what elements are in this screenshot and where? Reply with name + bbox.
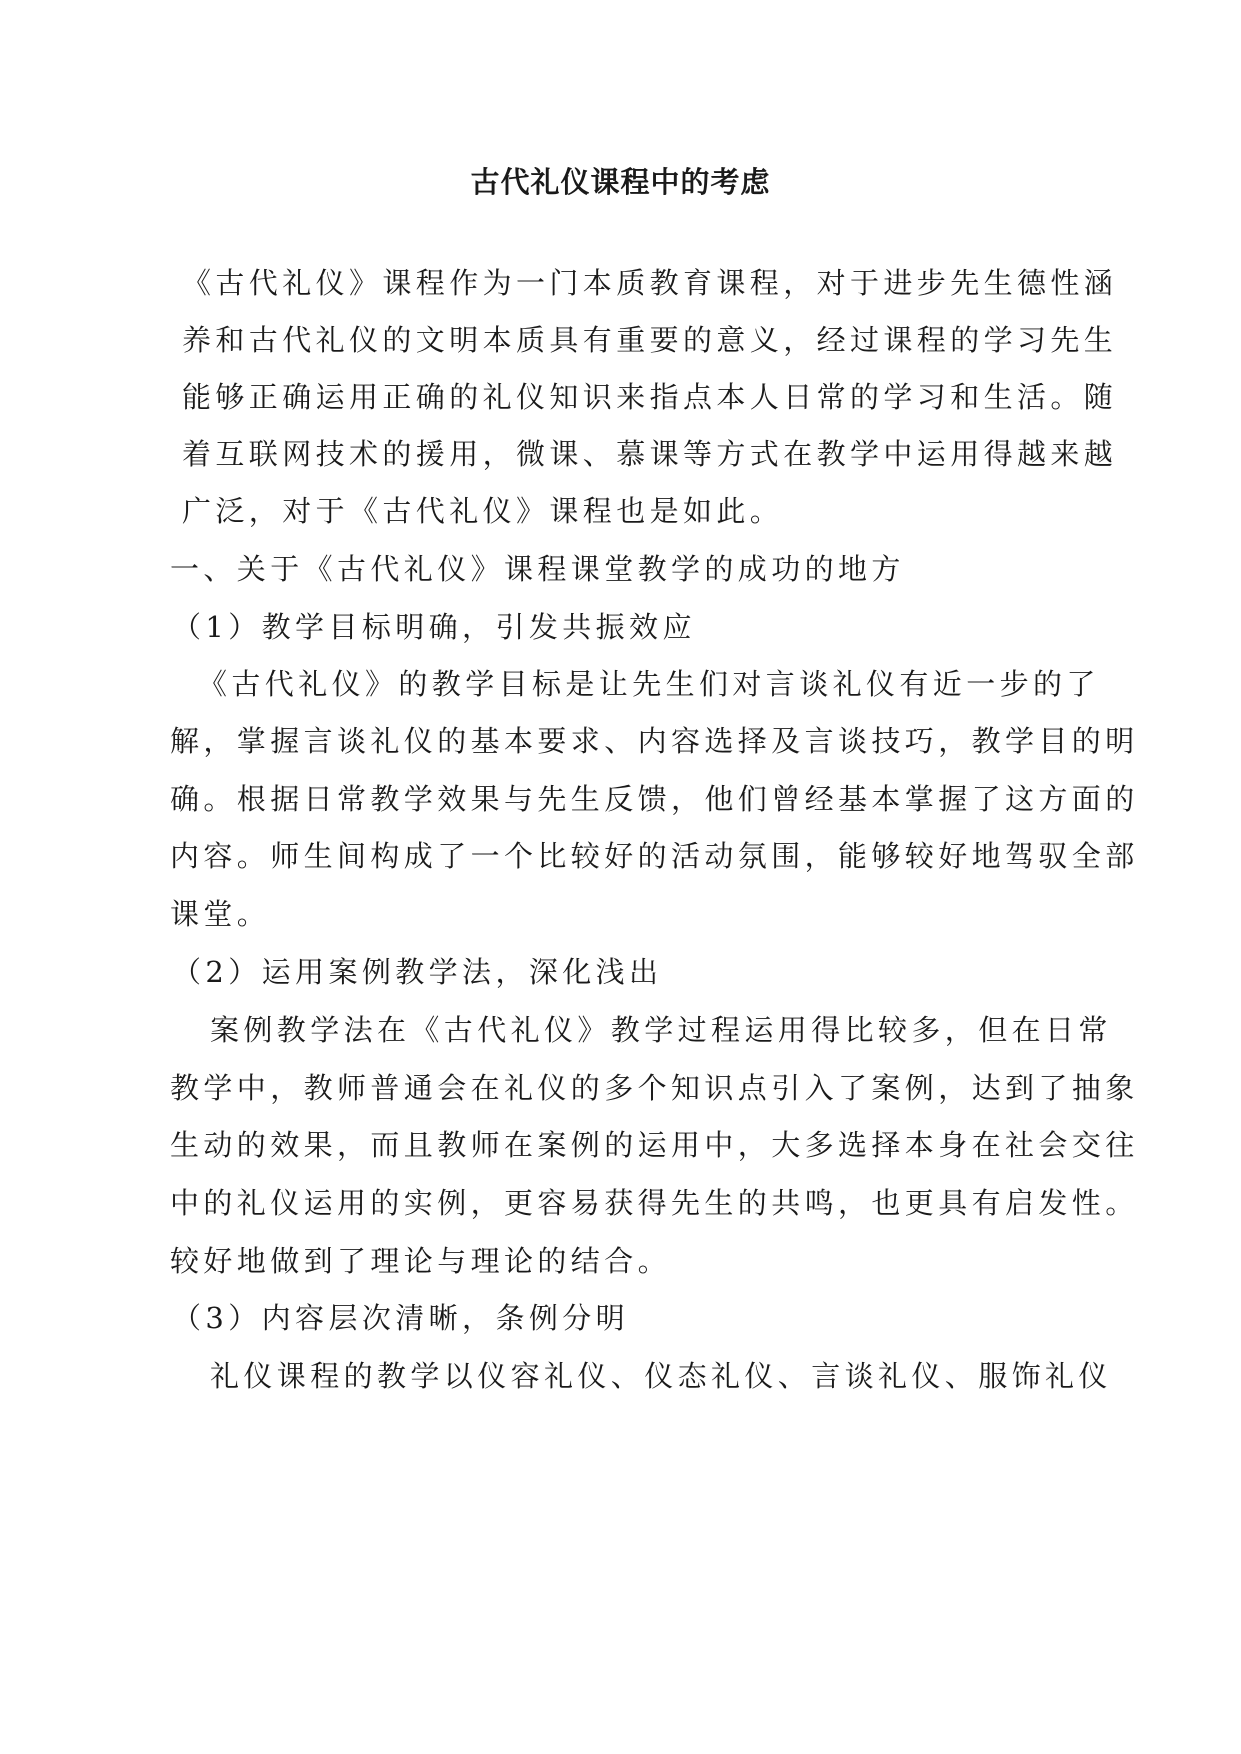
- paragraph-line: 案例教学法在《古代礼仪》教学过程运用得比较多，但在日常: [210, 1013, 1112, 1047]
- paragraph-line: 生动的效果，而且教师在案例的运用中，大多选择本身在社会交往: [170, 1128, 1139, 1162]
- subsection-heading: （1）教学目标明确，引发共振效应: [172, 610, 696, 644]
- paragraph-line: 内容。师生间构成了一个比较好的活动氛围，能够较好地驾驭全部: [170, 839, 1139, 873]
- intro-line: 广泛，对于《古代礼仪》课程也是如此。: [182, 494, 784, 528]
- intro-line: 养和古代礼仪的文明本质具有重要的意义，经过课程的学习先生: [182, 323, 1118, 357]
- paragraph-line: 教学中，教师普通会在礼仪的多个知识点引入了案例，达到了抽象: [170, 1071, 1139, 1105]
- intro-line: 着互联网技术的援用，微课、慕课等方式在教学中运用得越来越: [182, 437, 1118, 471]
- intro-line: 《古代礼仪》课程作为一门本质教育课程，对于进步先生德性涵: [182, 266, 1118, 300]
- paragraph-line: 礼仪课程的教学以仪容礼仪、仪态礼仪、言谈礼仪、服饰礼仪: [210, 1359, 1112, 1393]
- paragraph-line: 较好地做到了理论与理论的结合。: [170, 1244, 672, 1278]
- paragraph-line: 中的礼仪运用的实例，更容易获得先生的共鸣，也更具有启发性。: [170, 1186, 1139, 1220]
- paragraph-line: 《古代礼仪》的教学目标是让先生们对言谈礼仪有近一步的了: [198, 667, 1100, 701]
- subsection-heading: （3）内容层次清晰，条例分明: [172, 1301, 630, 1335]
- paragraph-line: 确。根据日常教学效果与先生反馈，他们曾经基本掌握了这方面的: [170, 782, 1139, 816]
- document-title: 古代礼仪课程中的考虑: [470, 165, 771, 199]
- subsection-heading: （2）运用案例教学法，深化浅出: [172, 955, 663, 989]
- paragraph-line: 解，掌握言谈礼仪的基本要求、内容选择及言谈技巧，教学目的明: [170, 724, 1139, 758]
- paragraph-line: 课堂。: [170, 897, 271, 931]
- intro-line: 能够正确运用正确的礼仪知识来指点本人日常的学习和生活。随: [182, 380, 1118, 414]
- section-heading: 一、关于《古代礼仪》课程课堂教学的成功的地方: [170, 552, 905, 586]
